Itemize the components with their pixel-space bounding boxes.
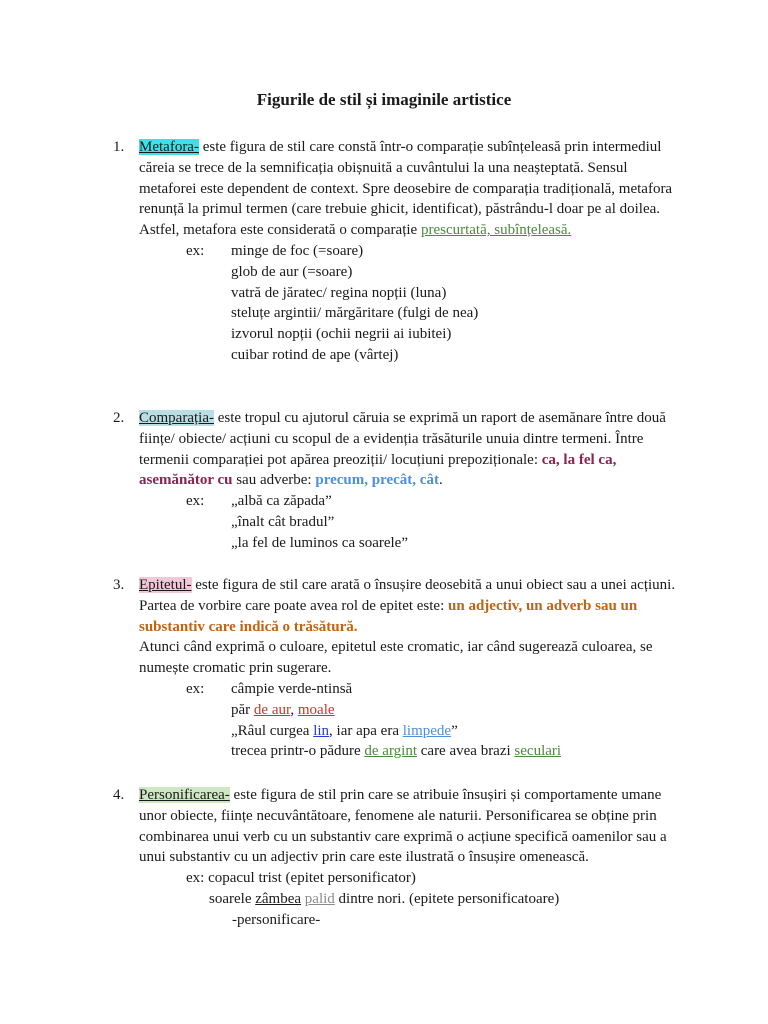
personified-word: zâmbea [255,890,302,907]
example-item: cuibar rotind de ape (vârtej) [231,346,399,363]
example-item [231,700,335,721]
example-text: soarele [209,890,256,907]
example-row [139,741,679,762]
example-item [209,889,559,910]
epithet-word: de aur [253,701,291,718]
personified-word: palid [304,890,335,907]
example-row [139,512,679,533]
comparatia-text: . [438,472,443,489]
page-title: Figurile de stil și imaginile artistice [256,90,512,109]
example-label: ex: [186,680,205,697]
example-text: „Râul curgea [231,722,314,739]
term-metafora: Metafora- [139,139,199,155]
example-row [139,303,679,324]
metafora-highlight: prescurtată, subînțeleasă. [420,222,572,239]
comparatia-text: sau adverbe: [232,472,316,489]
section-number: 4. [113,787,125,803]
term-personificarea: Personificarea- [139,787,230,803]
comparatia-text: este tropul cu ajutorul căruia se exprimă un raport de asemănare între două ființe/ obiecte/ acțiuni cu scopul de a evidenția trăsăturile unuia dintre termeni. Între termenii comparației pot apărea preoziții/ locuțiuni prepoziționale: [139,410,666,468]
example-label: ex: [186,493,205,510]
example-row [139,679,679,700]
example-text: ” [451,722,458,739]
example-row [139,345,679,366]
epitetul-note: Atunci când exprimă o culoare, epitetul este cromatic, iar când sugerează culoarea, se numește cromatic prin sugerare. [139,639,653,677]
example-item: minge de foc (=soare) [231,242,364,259]
example-row [139,533,679,554]
section-number: 2. [113,410,125,426]
example-text: care avea brazi [417,743,515,760]
epithet-word: moale [297,701,335,718]
example-row [139,283,679,304]
example-row [139,721,679,742]
example-row [139,241,679,262]
example-row [139,700,679,721]
example-item: steluțe argintii/ mărgăritare (fulgi de nea) [231,305,479,322]
section-metafora [113,137,679,366]
example-row [139,889,679,910]
example-row [139,324,679,345]
example-row [139,491,679,512]
section-comparatia [113,408,679,554]
example-label: ex: [186,242,205,259]
example-item [231,741,561,762]
comparatia-prepositions: ca, la fel ca, asemănător cu [139,451,617,489]
example-item: câmpie verde-ntinsă [231,680,353,697]
section-personificarea [113,785,679,931]
example-text: trecea printr-o pădure [231,743,365,760]
metafora-text: este figura de stil care constă într-o comparație subînțeleasă prin intermediul căreia se trece de la semnificația obișnuită a cuvântului la una neașteptată. Sensul metaforei este dependent de context. Spre deosebire de comparația tradițională, metafora renunță la primul termen (care trebuie ghicit, identificat), păstrându-l doar pe al doilea. Astfel, metafora este considerată o comparație [139,139,673,239]
term-epitetul: Epitetul- [139,577,192,593]
example-text: dintre nori. (epitete personificatoare) [334,890,560,907]
example-item: ex: copacul trist (epitet personificator) [186,870,416,887]
epitetul-text: este figura de stil care arată o însușire deosebită a unui obiect sau a unei acțiuni. Partea de vorbire care poate avea rol de epitet este: [139,577,676,614]
personificarea-text: este figura de stil prin care se atribuie însușiri și comportamente umane unor obiecte, ființe necuvântătoare, fenomene ale naturii. Personificarea se obține prin combinarea unui verb cu un substantiv care exprimă o acțiune specifică oamenilor sau a unui substantiv cu un adjectiv prin care este ilustrată o însușire omenească. [139,787,667,866]
example-item: glob de aur (=soare) [231,263,353,280]
comparatia-adverbs: precum, precât, cât [315,472,439,489]
example-item: vatră de jăratec/ regina nopții (luna) [231,284,447,301]
epithet-word: lin [313,722,330,739]
comparatia-definition [139,408,679,491]
example-item: izvorul nopții (ochii negrii ai iubitei) [231,326,452,343]
example-item [231,721,458,742]
example-text: , [290,701,298,718]
epithet-word: seculari [514,743,562,760]
example-item: -personificare- [232,911,321,928]
epitetul-definition [139,575,679,637]
example-text: păr [231,701,254,718]
section-number: 3. [113,577,125,593]
example-item: „albă ca zăpada” [231,493,332,510]
epithet-word: de argint [364,743,417,760]
epithet-word: limpede [402,722,452,739]
epitetul-highlight: un adjectiv, un adverb sau un substantiv care indică o trăsătură. [139,597,638,635]
section-epitetul [113,575,679,762]
section-number: 1. [113,139,125,155]
example-text: , iar apa era [329,722,403,739]
example-row [139,868,679,889]
example-row [139,910,679,931]
term-comparatia: Comparația- [139,410,214,426]
personificarea-definition [139,785,679,868]
example-item: „la fel de luminos ca soarele” [231,534,408,551]
metafora-definition [139,137,679,241]
example-item: „înalt cât bradul” [231,513,335,530]
example-row [139,262,679,283]
